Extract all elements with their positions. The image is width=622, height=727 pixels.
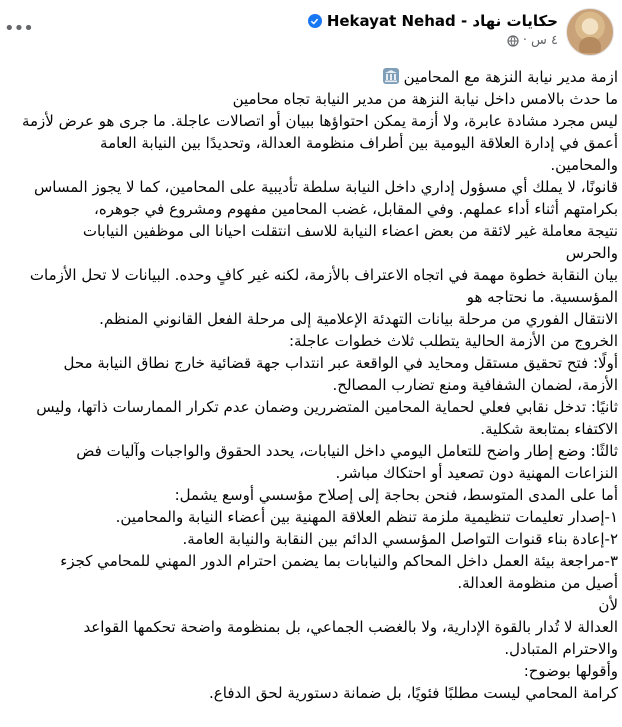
post-line: وأقولها بوضوح:: [523, 662, 618, 680]
post-line: ما حدث بالامس داخل نيابة النزهة من مدير النيابة تجاه محامين: [232, 90, 618, 108]
post-line: أولًا: فتح تحقيق مستقل ومحايد في الواقعة عبر انتداب جهة قضائية خارج نطاق النيابة محل: [63, 354, 618, 372]
post-line: العدالة لا تُدار بالقوة الإدارية، ولا بالغضب الجماعي، بل بمنظومة واضحة تحكمها القواعد: [83, 618, 618, 636]
post-line: الخروج من الأزمة الحالية يتطلب ثلاث خطوات عاجلة:: [288, 332, 618, 350]
globe-icon[interactable]: [507, 35, 519, 47]
post-time-link[interactable]: ٤ س: [531, 33, 558, 48]
post-options-button[interactable]: •••: [4, 18, 33, 39]
courthouse-icon: [383, 68, 399, 84]
post-line: الانتقال الفوري من مرحلة بيانات التهدئة الإعلامية إلى مرحلة الفعل القانوني المنظم.: [99, 310, 618, 328]
post-title-line: [0, 66, 618, 88]
post-line: المؤسسية. ما نحتاجه هو: [466, 288, 618, 306]
post-line: الاكتفاء بمتابعة شكلية.: [480, 420, 618, 438]
post-meta: [308, 33, 558, 48]
author-row: [308, 12, 558, 30]
post-line: ٢-إعادة بناء قنوات التواصل المؤسسي الدائم بين النقابة والنيابة العامة.: [182, 530, 618, 548]
post-line: ثانيًا: تدخل نقابي فعلي لحماية المحامين المتضررين وضمان عدم تكرار الممارسات ذاتها، وليس: [36, 398, 618, 416]
meta-separator: ·: [522, 33, 527, 48]
post-line: النزاعات المهنية دون تصعيد أو احتكاك مباشر.: [335, 464, 618, 482]
post-line: كرامة المحامي ليست مطلبًا فئويًا، بل ضمانة دستورية لحق الدفاع.: [209, 684, 618, 702]
post-line: بكرامتهم أثناء أداء عملهم. وفي المقابل، غضب المحامين مفهوم ومشروع في جوهره،: [94, 200, 618, 218]
post-line: أصيل من منظومة العدالة.: [457, 574, 618, 592]
post-line: والحرس: [565, 244, 618, 262]
post-line: أعمق في إدارة العلاقة اليومية بين أطراف منظومة العدالة، وتحديدًا بين النيابة العامة: [100, 134, 618, 152]
post-line: ١-إصدار تعليمات تنظيمية ملزمة تنظم العلاقة المهنية بين أعضاء النيابة والمحامين.: [115, 508, 618, 526]
post-line: أما على المدى المتوسط، فنحن بحاجة إلى إصلاح مؤسسي أوسع يشمل:: [174, 486, 618, 504]
post-line: ليس مجرد مشادة عابرة، ولا أزمة يمكن احتواؤها ببيان أو اتصالات عاجلة. ما جرى هو عرض لأزمة: [21, 112, 618, 130]
author-block: [308, 8, 558, 48]
post-line: والمحامين.: [550, 156, 618, 174]
post-body: [0, 66, 618, 704]
author-name-link[interactable]: Hekayat Nehad - حكايات نهاد: [326, 12, 558, 30]
post-header: [308, 8, 614, 56]
post-line: نتيجة معاملة غير لائقة من بعض اعضاء النيابة للاسف انتقلت احيانا الى موظفين النيابات: [82, 222, 618, 240]
post-line: قانونًا، لا يملك أي مسؤول إداري داخل النيابة سلطة تأديبية على المحامين، كما لا يجوز المساس: [34, 178, 618, 196]
post-line: لأن: [598, 596, 618, 614]
post-line: والاحترام المتبادل.: [504, 640, 618, 658]
post-line: الأزمة، لضمان الشفافية ومنع تضارب المصالح.: [332, 376, 618, 394]
post-line: ٣-مراجعة بيئة العمل داخل المحاكم والنيابات بما يضمن احترام الدور المهني للمحامي كجزء: [60, 552, 618, 570]
post-line: بيان النقابة خطوة مهمة في اتجاه الاعتراف بالأزمة، لكنه غير كافٍ وحده. البيانات لا تحل الأزمات: [29, 266, 618, 284]
post-line: ثالثًا: وضع إطار واضح للتعامل اليومي داخل النيابات، يحدد الحقوق والواجبات وآليات فض: [76, 442, 618, 460]
verified-badge-icon: [308, 14, 322, 28]
author-avatar[interactable]: [566, 8, 614, 56]
post-line: ازمة مدير نيابة النزهة مع المحامين: [403, 68, 618, 86]
